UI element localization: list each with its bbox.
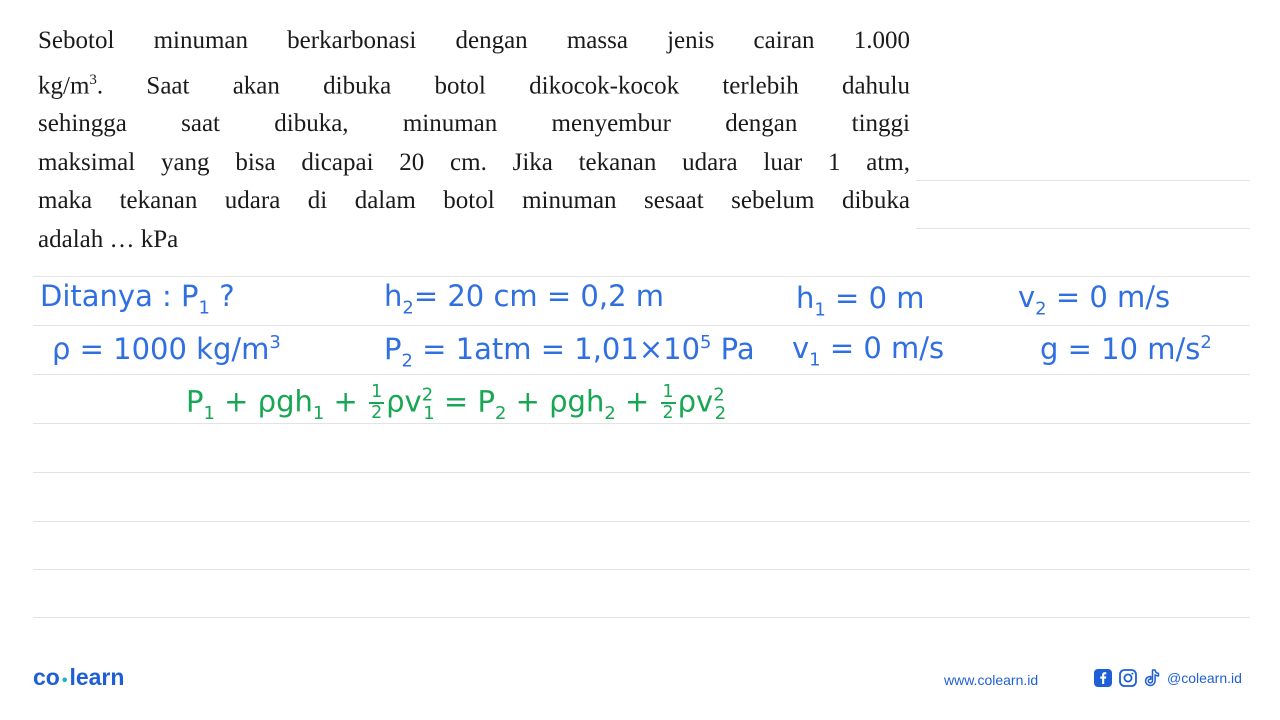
bernoulli-equation: $P_1 + \rho gh_1$ + $\frac{1}{2}$ $\rho v^2_1 = P_2 + \rho gh_2$ + $\frac{1}{2}$ $\rho v^2_2$ [186,382,727,424]
question-line: maksimal yang bisa dicapai 20 cm. Jika tekanan udara luar 1 atm, [38,148,910,176]
question-line: adalah … kPa [38,225,179,253]
colearn-logo: co •learn [33,664,125,690]
ruled-line [33,276,1250,277]
social-handle[interactable]: @colearn.id [1167,670,1242,686]
ruled-line [33,325,1250,326]
ruled-line [33,374,1250,375]
social-links [1094,669,1242,687]
tiktok-icon[interactable] [1144,669,1160,687]
website-link[interactable]: www.colearn.id [944,672,1039,688]
question-line: $kg/m^3$. Saat akan dibuka botol dikocok-kocok terlebih dahulu [38,71,910,99]
ruled-line [33,423,1250,424]
logo-dot: • [61,672,68,689]
given-g: g = 10 $m/s^2$ [1040,332,1212,367]
ruled-line [33,472,1250,473]
question-line: Sebotol minuman berkarbonasi dengan massa jenis cairan 1.000 [38,27,910,54]
question-line: sehingga saat dibuka, minuman menyembur dengan tinggi [38,110,910,138]
asked-p1: Ditanya : $P_1$ ? [40,279,235,319]
ruled-line [33,617,1250,618]
half-fraction: $\frac{1}{2}$ [662,382,674,424]
given-rho: ρ = 1000 $kg/m^3$ [52,332,281,367]
facebook-icon[interactable] [1094,669,1112,687]
given-v1: $v_1 = 0$ m/s [792,331,945,371]
instagram-icon[interactable] [1119,669,1137,687]
question-text [38,22,910,259]
ruled-line [33,521,1250,522]
given-h1: $h_1 = 0$ m [796,281,925,321]
given-p2: $P_2 = 1atm = 1,01\times 10^5$ Pa [384,332,755,372]
question-line: maka tekanan udara di dalam botol minuman sesaat sebelum dibuka [38,187,910,215]
ruled-line [916,180,1250,181]
ruled-line [916,228,1250,229]
given-v2: $v_2 = 0$ m/s [1018,280,1171,320]
ruled-line [33,569,1250,570]
given-h2: $h_2= 20$ cm = 0,2 m [384,279,664,319]
half-fraction: $\frac{1}{2}$ [371,382,383,424]
